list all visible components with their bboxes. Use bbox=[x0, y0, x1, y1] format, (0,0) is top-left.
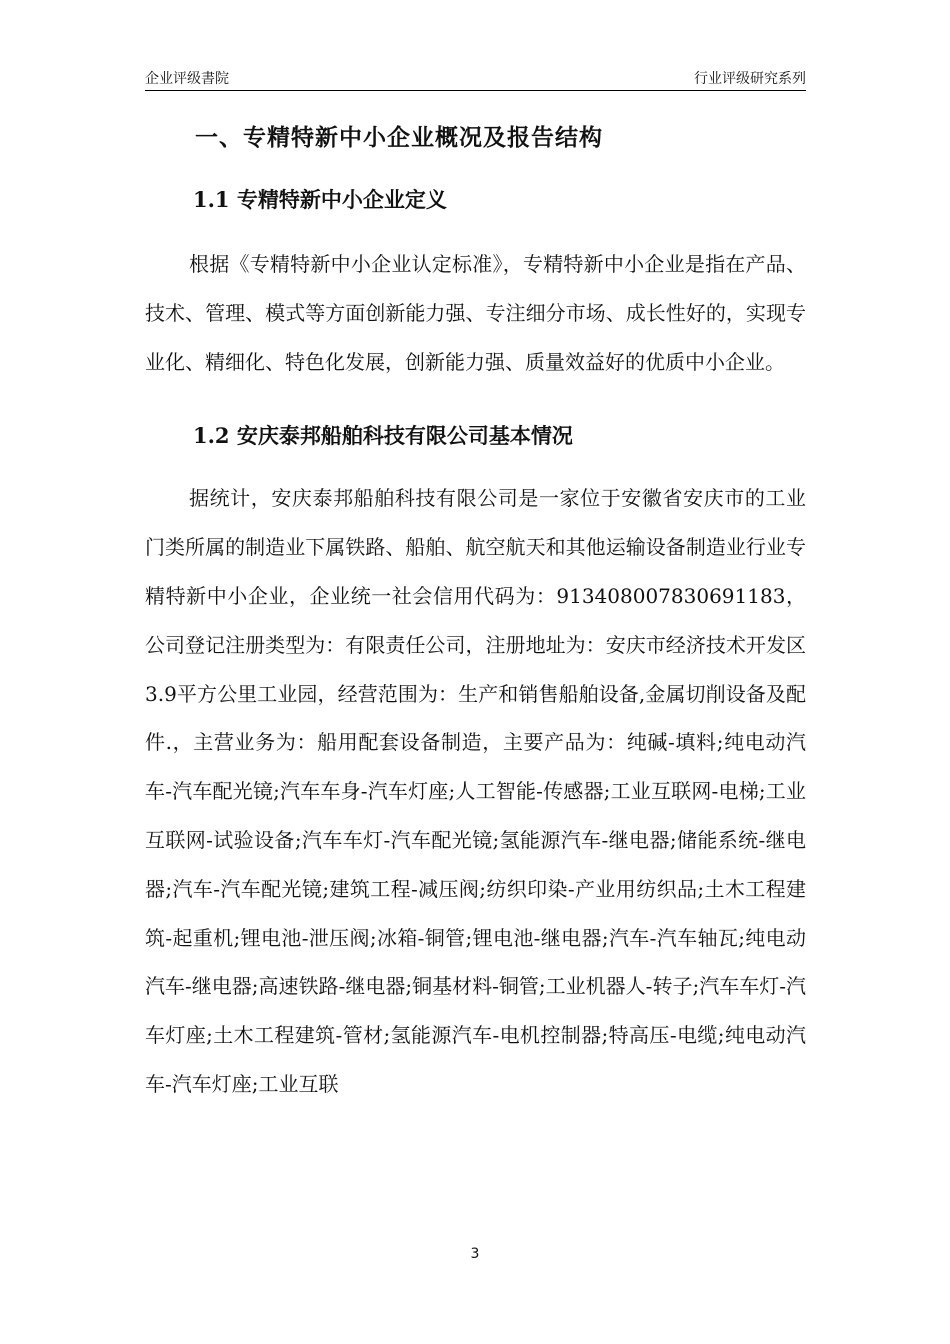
page-header bbox=[145, 66, 806, 91]
company-paragraph: 据统计，安庆泰邦船舶科技有限公司是一家位于安徽省安庆市的工业门类所属的制造业下属铁路、船舶、航空航天和其他运输设备制造业行业专精特新中小企业，企业统一社会信用代码为：913408007830691183，公司登记注册类型为：有限责任公司，注册地址为：安庆市经济技术开发区3.9平方公里工业园，经营范围为：生产和销售船舶设备,金属切削设备及配件.，主营业务为：船用配套设备制造，主要产品为：纯碱-填料;纯电动汽车-汽车配光镜;汽车车身-汽车灯座;人工智能-传感器;工业互联网-电梯;工业互联网-试验设备;汽车车灯-汽车配光镜;氢能源汽车-继电器;储能系统-继电器;汽车-汽车配光镜;建筑工程-减压阀;纺织印染-产业用纺织品;土木工程建筑-起重机;锂电池-泄压阀;冰箱-铜管;锂电池-继电器;汽车-汽车轴瓦;纯电动汽车-继电器;高速铁路-继电器;铜基材料-铜管;工业机器人-转子;汽车车灯-汽车灯座;土木工程建筑-管材;氢能源汽车-电机控制器;特高压-电缆;纯电动汽车-汽车灯座;工业互联 bbox=[145, 486, 806, 1096]
definition-paragraph: 根据《专精特新中小企业认定标准》，专精特新中小企业是指在产品、技术、管理、模式等方面创新能力强、专注细分市场、成长性好的，实现专业化、精细化、特色化发展，创新能力强、质量效益好的优质中小企业。 bbox=[145, 252, 806, 374]
section-title: 一、专精特新中小企业概况及报告结构 bbox=[195, 124, 603, 151]
subsection-title-company: 1.2 安庆泰邦船舶科技有限公司基本情况 bbox=[193, 423, 573, 449]
header-left-text: 企业评级書院 bbox=[145, 71, 229, 87]
subsection-title-definition: 1.1 专精特新中小企业定义 bbox=[193, 187, 447, 212]
document-body bbox=[145, 116, 806, 1109]
page-number: 3 bbox=[470, 1246, 480, 1262]
header-right-text: 行业评级研究系列 bbox=[694, 71, 806, 87]
